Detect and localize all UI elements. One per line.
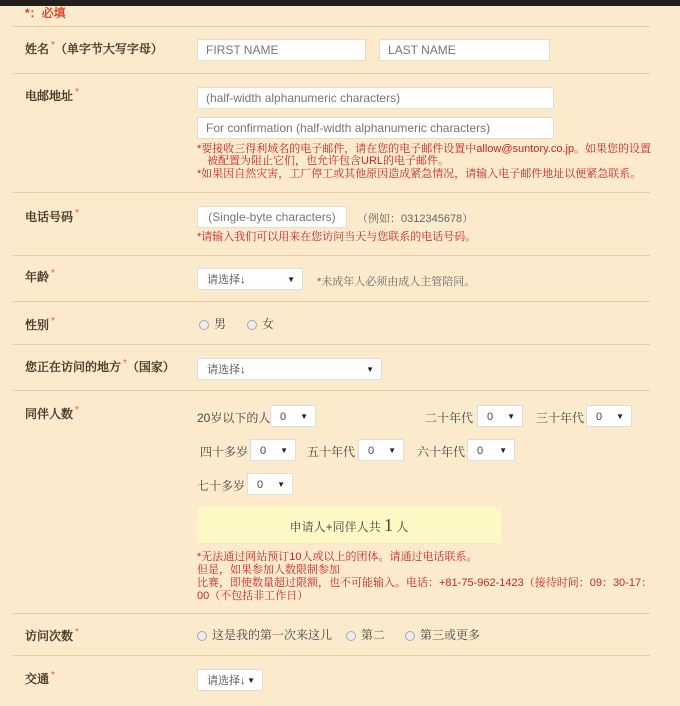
companions-note-1: *无法通过网站预订10人或以上的团体。请通过电话联系。 [197, 551, 478, 563]
divider [13, 73, 650, 74]
group-label: 三十年代 [536, 411, 585, 425]
email-label: 电邮地址 * [25, 87, 79, 103]
group-select-under20[interactable]: 0 ▼ [270, 405, 316, 427]
gender-male-radio[interactable]: 男 [199, 315, 226, 332]
email-note-2: *如果因自然灾害，工厂停工或其他原因造成紧急情况，请输入电子邮件地址以便紧急联系。 [197, 168, 642, 180]
required-note: *：必填 [25, 6, 66, 20]
phone-example: （例如：0312345678） [357, 213, 474, 225]
email-input[interactable] [197, 87, 554, 109]
group-select-40s[interactable]: 0 ▼ [250, 439, 296, 461]
group-select-70s[interactable]: 0 ▼ [247, 473, 293, 495]
group-select-20s[interactable]: 0 ▼ [477, 405, 523, 427]
name-label: 姓名 *（单字节大写字母） [25, 40, 163, 56]
group-label: 六十年代 [417, 445, 466, 459]
gender-female-radio[interactable]: 女 [247, 315, 274, 332]
group-select-60s[interactable]: 0 ▼ [467, 439, 515, 461]
visits-third-radio[interactable]: 第三或更多 [405, 626, 480, 643]
age-select[interactable]: 请选择↓ ▼ [197, 268, 303, 290]
phone-input[interactable] [197, 206, 347, 228]
group-label: 二十年代 [425, 411, 474, 425]
divider [13, 655, 650, 656]
divider [13, 390, 650, 391]
companions-note-3: 比赛，即使数量超过限额，也不可能输入。电话：+81-75-962-1423（接待时间：09：30-17： [197, 577, 653, 589]
visits-label: 访问次数 * [25, 627, 79, 643]
visits-second-radio[interactable]: 第二 [346, 626, 385, 643]
companions-label: 同伴人数 * [25, 405, 79, 421]
group-label: 20岁以下的人 [197, 411, 271, 425]
group-select-30s[interactable]: 0 ▼ [586, 405, 632, 427]
chevron-down-icon: ▼ [247, 676, 255, 685]
chevron-down-icon: ▼ [287, 275, 295, 284]
group-select-50s[interactable]: 0 ▼ [358, 439, 404, 461]
divider [13, 255, 650, 256]
divider [13, 26, 650, 27]
email-note-1b: 被配置为阻止它们，也允许包含URL的电子邮件。 [207, 155, 450, 167]
country-label: 您正在访问的地方 *（国家） [25, 358, 175, 374]
group-label: 五十年代 [307, 445, 356, 459]
transport-select[interactable]: 请选择↓ ▼ [197, 669, 263, 691]
divider [13, 301, 650, 302]
divider [13, 344, 650, 345]
top-bar [0, 0, 680, 6]
divider [13, 613, 650, 614]
group-label: 七十多岁 [197, 479, 246, 493]
phone-note: *请输入我们可以用来在您访问当天与您联系的电话号码。 [197, 231, 477, 243]
phone-label: 电话号码 * [25, 208, 79, 224]
divider [13, 192, 650, 193]
total-box: 申请人+同伴人共 1 人 [197, 507, 501, 543]
transport-label: 交通 * [25, 670, 55, 686]
age-label: 年龄 * [25, 268, 55, 284]
email-confirm-input[interactable] [197, 117, 554, 139]
companions-note-4: 00（不包括非工作日） [197, 590, 309, 602]
last-name-input[interactable] [379, 39, 550, 61]
age-note: *未成年人必须由成人主管陪同。 [317, 276, 476, 288]
first-name-input[interactable] [197, 39, 366, 61]
email-note-1: *要接收三得利域名的电子邮件，请在您的电子邮件设置中allow@suntory.co.jp。如果您的设置 [197, 143, 652, 155]
group-label: 四十多岁 [200, 445, 249, 459]
visits-first-radio[interactable]: 这是我的第一次来这儿 [197, 626, 332, 643]
companions-note-2: 但是，如果参加人数限制参加 [197, 564, 340, 576]
chevron-down-icon: ▼ [366, 365, 374, 374]
country-select[interactable]: 请选择↓ ▼ [197, 358, 382, 380]
gender-label: 性别 * [25, 316, 55, 332]
